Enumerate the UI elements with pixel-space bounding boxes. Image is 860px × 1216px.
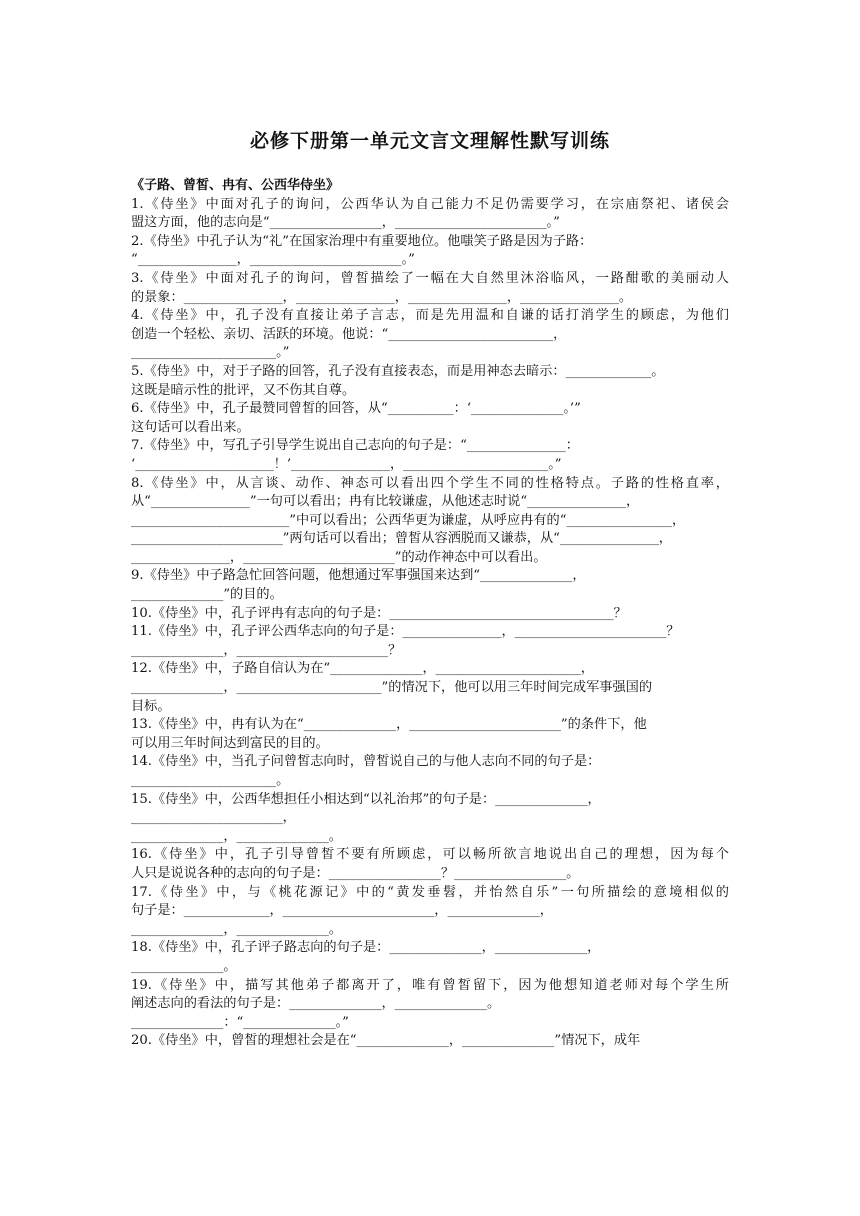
question-line: 6.《侍坐》中，孔子最赞同曾皙的回答，从“__________：‘______________。’” <box>131 401 581 417</box>
question-line: 可以用三年时间达到富民的目的。 <box>131 735 329 751</box>
question-line: 10.《侍坐》中，孔子评冉有志向的句子是：__________________________________？ <box>131 605 627 621</box>
question-line: ______________”的目的。 <box>131 587 283 603</box>
question-line: ______________________。” <box>131 345 290 361</box>
question-line: 目标。 <box>131 698 171 714</box>
question-line: 19.《侍坐》中，描写其他弟子都离开了，唯有曾皙留下，因为他想知道老师对每个学生所 <box>131 977 729 993</box>
question-line: 11.《侍坐》中，孔子评公西华志向的句子是：_______________，_______________________？ <box>131 624 680 640</box>
question-line: ______________________。 <box>131 773 290 788</box>
question-line: 这句话可以看出来。 <box>131 419 250 435</box>
question-line: ‘_____________________！’_______________，______________________。” <box>131 456 562 472</box>
question-line: ______________，______________。 <box>131 828 342 844</box>
question-list <box>131 177 729 1051</box>
question-line: 3.《侍坐》中面对孔子的询问，曾皙描绘了一幅在大自然里沐浴临风，一路酣歌的美丽动人 <box>131 270 729 286</box>
question-line: 从“_______________”一句可以看出；冉有比较谦虚，从他述志时说“_______________， <box>131 494 640 510</box>
question-line: ______________，______________________”的情况下，他可以用三年时间完成军事强国的 <box>131 680 653 696</box>
question-line: 阐述志向的看法的句子是：______________，______________。 <box>131 996 501 1012</box>
question-line: 人只是说说各种的志向的句子是：_________________？_________________。 <box>131 865 580 881</box>
question-line: ________________________”中可以看出；公西华更为谦虚，从呼应冉有的“________________， <box>131 512 686 528</box>
question-line: ______________，_______________________？ <box>131 642 402 658</box>
question-line: 16.《侍坐》中，孔子引导曾皙不要有所顾虑，可以畅所欲言地说出自己的理想，因为每个 <box>131 847 729 863</box>
page-title: 必修下册第一单元文言文理解性默写训练 <box>249 130 610 152</box>
question-line: ______________，______________。 <box>131 921 342 937</box>
question-line: 12.《侍坐》中，子路自信认为在“______________，______________________， <box>131 661 594 677</box>
question-line: 14.《侍坐》中，当孔子问曾皙志向时，曾皙说自己的与他人志向不同的句子是： <box>131 754 601 770</box>
question-line: 17.《侍坐》中，与《桃花源记》中的“黄发垂髫，并怡然自乐”一句所描绘的意境相似的 <box>131 884 729 900</box>
question-line: ______________。 <box>131 958 237 974</box>
question-line: _______________________”两句话可以看出；曾皙从容洒脱而又谦恭，从“_______________， <box>131 531 672 547</box>
question-line: 9.《侍坐》中子路急忙回答问题，他想通过军事强国来达到“______________， <box>131 568 586 584</box>
question-line: 盟这方面，他的志向是“_________________，_______________________。” <box>131 215 560 231</box>
question-line: 15.《侍坐》中，公西华想担任小相达到“以礼治邦”的句子是：______________， <box>131 791 601 807</box>
question-line: 5.《侍坐》中，对于子路的回答，孔子没有直接表态，而是用神态去暗示：_____________。 <box>131 363 665 379</box>
question-line: 13.《侍坐》中，冉有认为在“______________，_______________________”的条件下，他 <box>131 717 647 733</box>
section-heading: 《子路、曾皙、冉有、公西华侍坐》 <box>131 178 340 193</box>
question-line: 这既是暗示性的批评，又不伤其自尊。 <box>131 382 356 398</box>
question-line: 2.《侍坐》中孔子认为“礼”在国家治理中有重要地位。他嗤笑子路是因为子路： <box>131 233 593 249</box>
question-line: 20.《侍坐》中，曾皙的理想社会是在“______________，______________”情况下，成年 <box>131 1033 641 1049</box>
question-line: 18.《侍坐》中，孔子评子路志向的句子是：______________，______________， <box>131 940 601 956</box>
question-line: 8.《侍坐》中，从言谈、动作、神态可以看出四个学生不同的性格特点。子路的性格直率， <box>131 475 729 491</box>
question-line: 创造一个轻松、亲切、活跃的环境。他说：“_________________________， <box>131 326 567 342</box>
question-line: 句子是：_____________，_______________________，______________， <box>131 903 553 919</box>
question-line: ______________：“______________。” <box>131 1014 349 1030</box>
question-line: 7.《侍坐》中，写孔子引导学生说出自己志向的句子是：“_______________： <box>131 438 579 454</box>
question-line: 4.《侍坐》中，孔子没有直接让弟子言志，而是先用温和自谦的话打消学生的顾虑，为他们 <box>131 308 729 324</box>
question-line: _______________，_______________________”的动作神态中可以看出。 <box>131 549 547 565</box>
question-line: _______________________， <box>131 810 296 826</box>
question-line: 的景象：_______________，_______________，_______________，_______________。 <box>131 289 633 305</box>
question-line: 1.《侍坐》中面对孔子的询问，公西华认为自己能力不足仍需要学习，在宗庙祭祀、诸侯会 <box>131 196 729 212</box>
question-line: “_______________，_______________________。” <box>131 252 415 268</box>
